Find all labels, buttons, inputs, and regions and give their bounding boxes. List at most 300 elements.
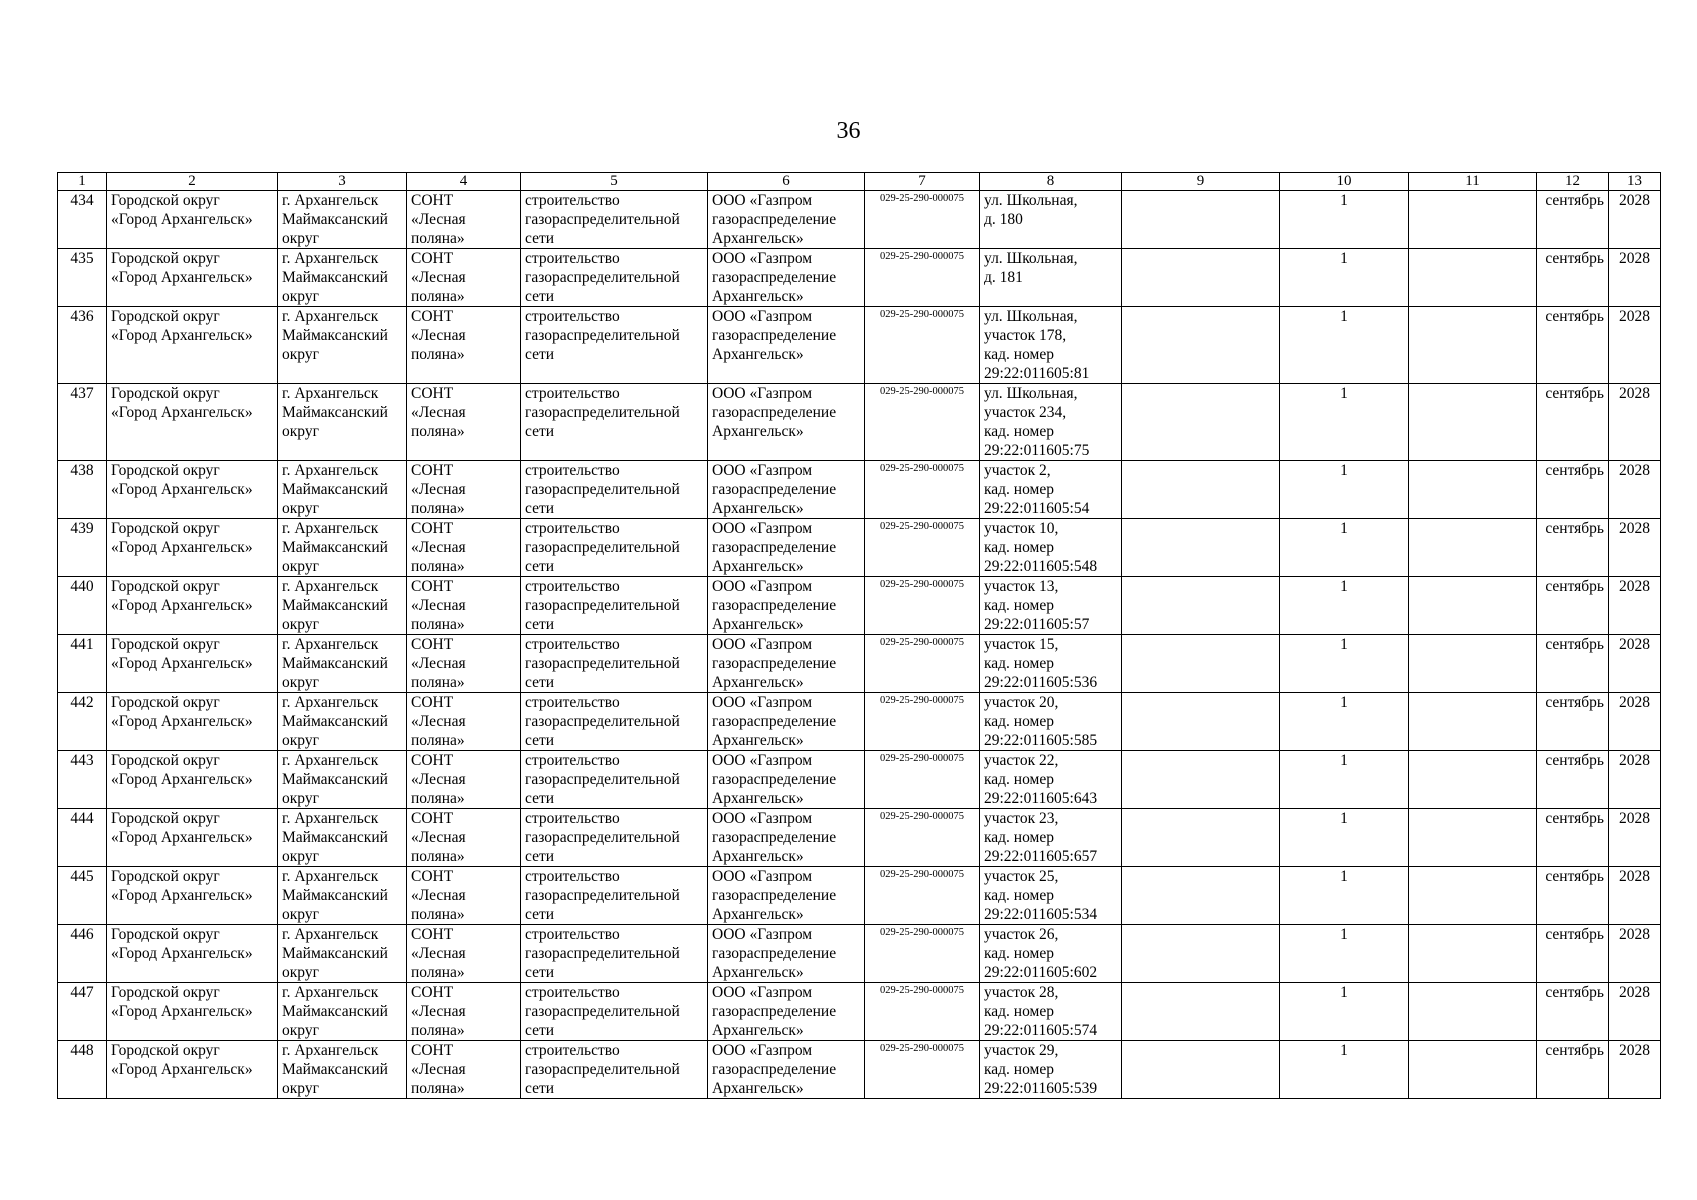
organization-cell xyxy=(708,635,865,693)
district-cell-line: округ xyxy=(282,674,319,691)
quantity-cell: 1 xyxy=(1280,635,1409,693)
district-cell-line: Маймаксанский xyxy=(282,539,388,556)
address-cell-line: участок 28, xyxy=(984,984,1059,1001)
work-type-cell xyxy=(521,249,708,307)
month-cell: сентябрь xyxy=(1537,384,1609,461)
address-cell xyxy=(980,925,1122,983)
work-type-cell-line: газораспределительной xyxy=(525,887,680,904)
column-9-cell xyxy=(1122,867,1280,925)
district-cell-line: г. Архангельск xyxy=(282,385,379,402)
quantity-cell: 1 xyxy=(1280,249,1409,307)
month-cell: сентябрь xyxy=(1537,925,1609,983)
area-cell-line: «Город Архангельск» xyxy=(111,481,253,498)
address-cell xyxy=(980,461,1122,519)
organization-cell-line: газораспределение xyxy=(712,771,837,788)
year-cell: 2028 xyxy=(1609,519,1661,577)
column-11-cell xyxy=(1409,867,1537,925)
snt-cell xyxy=(407,693,521,751)
area-cell xyxy=(107,635,278,693)
snt-cell xyxy=(407,635,521,693)
snt-cell-line: «Лесная xyxy=(411,539,466,556)
column-number-2: 2 xyxy=(107,173,278,191)
registry-code-cell: 029-25-290-000075 xyxy=(865,577,980,635)
organization-cell-line: Архангельск» xyxy=(712,1022,804,1039)
organization-cell xyxy=(708,461,865,519)
district-cell xyxy=(278,249,407,307)
address-cell-line: 29:22:011605:536 xyxy=(984,674,1098,691)
address-cell-line: д. 181 xyxy=(984,269,1023,286)
work-type-cell-line: сети xyxy=(525,732,555,749)
organization-cell-line: ООО «Газпром xyxy=(712,1042,813,1059)
row-number-cell: 441 xyxy=(58,635,107,693)
area-cell xyxy=(107,461,278,519)
snt-cell-line: СОНТ xyxy=(411,984,454,1001)
area-cell-line: «Город Архангельск» xyxy=(111,539,253,556)
address-cell xyxy=(980,191,1122,249)
work-type-cell-line: строительство xyxy=(525,385,620,402)
address-cell-line: участок 234, xyxy=(984,404,1067,421)
organization-cell-line: Архангельск» xyxy=(712,732,804,749)
address-cell xyxy=(980,867,1122,925)
year-cell: 2028 xyxy=(1609,1041,1661,1099)
address-cell-line: ул. Школьная, xyxy=(984,385,1078,402)
year-cell: 2028 xyxy=(1609,809,1661,867)
work-type-cell-line: газораспределительной xyxy=(525,713,680,730)
table-row xyxy=(58,751,1661,809)
snt-cell xyxy=(407,867,521,925)
address-cell-line: участок 15, xyxy=(984,636,1059,653)
organization-cell-line: Архангельск» xyxy=(712,288,804,305)
snt-cell-line: «Лесная xyxy=(411,771,466,788)
organization-cell xyxy=(708,983,865,1041)
area-cell xyxy=(107,867,278,925)
column-number-row xyxy=(58,173,1661,191)
column-11-cell xyxy=(1409,925,1537,983)
organization-cell xyxy=(708,1041,865,1099)
snt-cell-line: поляна» xyxy=(411,500,465,517)
month-cell: сентябрь xyxy=(1537,693,1609,751)
area-cell-line: «Город Архангельск» xyxy=(111,269,253,286)
year-cell: 2028 xyxy=(1609,635,1661,693)
work-type-cell-line: газораспределительной xyxy=(525,404,680,421)
district-cell-line: Маймаксанский xyxy=(282,713,388,730)
column-number-7: 7 xyxy=(865,173,980,191)
quantity-cell: 1 xyxy=(1280,384,1409,461)
work-type-cell-line: строительство xyxy=(525,192,620,209)
district-cell-line: г. Архангельск xyxy=(282,192,379,209)
district-cell-line: г. Архангельск xyxy=(282,636,379,653)
district-cell-line: округ xyxy=(282,1080,319,1097)
address-cell-line: 29:22:011605:643 xyxy=(984,790,1098,807)
row-number-cell: 447 xyxy=(58,983,107,1041)
address-cell-line: участок 23, xyxy=(984,810,1059,827)
snt-cell-line: СОНТ xyxy=(411,926,454,943)
snt-cell-line: поляна» xyxy=(411,964,465,981)
column-9-cell xyxy=(1122,384,1280,461)
organization-cell-line: ООО «Газпром xyxy=(712,192,813,209)
organization-cell-line: газораспределение xyxy=(712,713,837,730)
organization-cell-line: ООО «Газпром xyxy=(712,308,813,325)
area-cell-line: Городской округ xyxy=(111,250,220,267)
district-cell xyxy=(278,519,407,577)
work-type-cell-line: строительство xyxy=(525,250,620,267)
quantity-cell: 1 xyxy=(1280,461,1409,519)
table-row xyxy=(58,307,1661,384)
organization-cell-line: Архангельск» xyxy=(712,423,804,440)
address-cell-line: кад. номер xyxy=(984,771,1054,788)
organization-cell-line: Архангельск» xyxy=(712,500,804,517)
snt-cell-line: «Лесная xyxy=(411,713,466,730)
district-cell-line: Маймаксанский xyxy=(282,945,388,962)
organization-cell-line: ООО «Газпром xyxy=(712,578,813,595)
column-11-cell xyxy=(1409,693,1537,751)
district-cell-line: Маймаксанский xyxy=(282,771,388,788)
district-cell-line: округ xyxy=(282,732,319,749)
row-number-cell: 438 xyxy=(58,461,107,519)
organization-cell-line: Архангельск» xyxy=(712,346,804,363)
district-cell xyxy=(278,983,407,1041)
area-cell xyxy=(107,809,278,867)
quantity-cell: 1 xyxy=(1280,307,1409,384)
quantity-cell: 1 xyxy=(1280,577,1409,635)
area-cell-line: Городской округ xyxy=(111,926,220,943)
address-cell-line: участок 22, xyxy=(984,752,1059,769)
address-cell-line: кад. номер xyxy=(984,1061,1054,1078)
snt-cell-line: поляна» xyxy=(411,1080,465,1097)
table-row xyxy=(58,191,1661,249)
registry-code-cell: 029-25-290-000075 xyxy=(865,191,980,249)
address-cell-line: кад. номер xyxy=(984,945,1054,962)
area-cell xyxy=(107,191,278,249)
quantity-cell: 1 xyxy=(1280,751,1409,809)
district-cell-line: г. Архангельск xyxy=(282,578,379,595)
district-cell-line: Маймаксанский xyxy=(282,1061,388,1078)
address-cell-line: участок 10, xyxy=(984,520,1059,537)
work-type-cell-line: сети xyxy=(525,500,555,517)
row-number-cell: 443 xyxy=(58,751,107,809)
organization-cell-line: газораспределение xyxy=(712,945,837,962)
snt-cell xyxy=(407,983,521,1041)
address-cell-line: кад. номер xyxy=(984,597,1054,614)
organization-cell xyxy=(708,751,865,809)
work-type-cell-line: газораспределительной xyxy=(525,481,680,498)
snt-cell-line: «Лесная xyxy=(411,211,466,228)
snt-cell-line: поляна» xyxy=(411,558,465,575)
table-row xyxy=(58,577,1661,635)
snt-cell-line: «Лесная xyxy=(411,597,466,614)
address-cell xyxy=(980,751,1122,809)
district-cell-line: округ xyxy=(282,346,319,363)
column-9-cell xyxy=(1122,1041,1280,1099)
work-type-cell-line: сети xyxy=(525,790,555,807)
district-cell-line: округ xyxy=(282,230,319,247)
work-type-cell-line: сети xyxy=(525,346,555,363)
column-number-3: 3 xyxy=(278,173,407,191)
registry-code-cell: 029-25-290-000075 xyxy=(865,751,980,809)
area-cell-line: Городской округ xyxy=(111,810,220,827)
snt-cell-line: поляна» xyxy=(411,423,465,440)
district-cell xyxy=(278,693,407,751)
snt-cell xyxy=(407,384,521,461)
address-cell-line: участок 20, xyxy=(984,694,1059,711)
month-cell: сентябрь xyxy=(1537,461,1609,519)
address-cell-line: участок 25, xyxy=(984,868,1059,885)
organization-cell xyxy=(708,519,865,577)
organization-cell xyxy=(708,191,865,249)
page-number: 36 xyxy=(836,118,861,144)
address-cell-line: участок 2, xyxy=(984,462,1051,479)
registry-code-cell: 029-25-290-000075 xyxy=(865,983,980,1041)
address-cell-line: 29:22:011605:539 xyxy=(984,1080,1098,1097)
row-number-cell: 445 xyxy=(58,867,107,925)
table-row xyxy=(58,809,1661,867)
area-cell xyxy=(107,384,278,461)
snt-cell-line: поляна» xyxy=(411,1022,465,1039)
address-cell xyxy=(980,307,1122,384)
organization-cell-line: газораспределение xyxy=(712,269,837,286)
organization-cell-line: Архангельск» xyxy=(712,616,804,633)
address-cell-line: кад. номер xyxy=(984,346,1054,363)
work-type-cell-line: строительство xyxy=(525,462,620,479)
month-cell: сентябрь xyxy=(1537,577,1609,635)
work-type-cell-line: сети xyxy=(525,964,555,981)
area-cell-line: «Город Архангельск» xyxy=(111,829,253,846)
work-type-cell xyxy=(521,751,708,809)
district-cell xyxy=(278,191,407,249)
column-11-cell xyxy=(1409,384,1537,461)
month-cell: сентябрь xyxy=(1537,751,1609,809)
snt-cell xyxy=(407,249,521,307)
work-type-cell-line: газораспределительной xyxy=(525,327,680,344)
snt-cell xyxy=(407,519,521,577)
row-number-cell: 435 xyxy=(58,249,107,307)
table-row xyxy=(58,384,1661,461)
work-type-cell-line: сети xyxy=(525,848,555,865)
snt-cell-line: СОНТ xyxy=(411,462,454,479)
area-cell-line: «Город Архангельск» xyxy=(111,655,253,672)
work-type-cell-line: сети xyxy=(525,674,555,691)
district-cell-line: округ xyxy=(282,288,319,305)
table-row xyxy=(58,867,1661,925)
address-cell-line: кад. номер xyxy=(984,829,1054,846)
work-type-cell-line: сети xyxy=(525,423,555,440)
address-cell-line: кад. номер xyxy=(984,655,1054,672)
organization-cell-line: газораспределение xyxy=(712,539,837,556)
district-cell-line: г. Архангельск xyxy=(282,520,379,537)
organization-cell-line: ООО «Газпром xyxy=(712,868,813,885)
column-11-cell xyxy=(1409,809,1537,867)
snt-cell-line: поляна» xyxy=(411,906,465,923)
column-11-cell xyxy=(1409,191,1537,249)
quantity-cell: 1 xyxy=(1280,1041,1409,1099)
area-cell-line: «Город Архангельск» xyxy=(111,713,253,730)
work-type-cell xyxy=(521,384,708,461)
organization-cell-line: Архангельск» xyxy=(712,848,804,865)
work-type-cell-line: строительство xyxy=(525,984,620,1001)
column-11-cell xyxy=(1409,519,1537,577)
snt-cell-line: СОНТ xyxy=(411,694,454,711)
area-cell-line: «Город Архангельск» xyxy=(111,597,253,614)
address-cell-line: кад. номер xyxy=(984,539,1054,556)
address-cell xyxy=(980,1041,1122,1099)
address-cell-line: д. 180 xyxy=(984,211,1023,228)
column-number-9: 9 xyxy=(1122,173,1280,191)
work-type-cell-line: строительство xyxy=(525,308,620,325)
district-cell-line: Маймаксанский xyxy=(282,404,388,421)
work-type-cell-line: газораспределительной xyxy=(525,829,680,846)
table-row xyxy=(58,249,1661,307)
address-cell xyxy=(980,519,1122,577)
district-cell-line: округ xyxy=(282,558,319,575)
work-type-cell-line: газораспределительной xyxy=(525,1061,680,1078)
area-cell-line: Городской округ xyxy=(111,984,220,1001)
table-row xyxy=(58,1041,1661,1099)
column-number-11: 11 xyxy=(1409,173,1537,191)
column-9-cell xyxy=(1122,577,1280,635)
area-cell-line: Городской округ xyxy=(111,636,220,653)
column-number-12: 12 xyxy=(1537,173,1609,191)
district-cell-line: г. Архангельск xyxy=(282,868,379,885)
work-type-cell xyxy=(521,693,708,751)
area-cell xyxy=(107,249,278,307)
area-cell-line: Городской округ xyxy=(111,385,220,402)
snt-cell-line: поляна» xyxy=(411,732,465,749)
address-cell-line: ул. Школьная, xyxy=(984,250,1078,267)
address-cell-line: 29:22:011605:81 xyxy=(984,365,1090,382)
area-cell-line: Городской округ xyxy=(111,192,220,209)
address-cell-line: 29:22:011605:57 xyxy=(984,616,1090,633)
row-number-cell: 437 xyxy=(58,384,107,461)
snt-cell xyxy=(407,461,521,519)
year-cell: 2028 xyxy=(1609,461,1661,519)
work-type-cell xyxy=(521,191,708,249)
organization-cell-line: ООО «Газпром xyxy=(712,462,813,479)
work-type-cell-line: строительство xyxy=(525,694,620,711)
district-cell xyxy=(278,751,407,809)
quantity-cell: 1 xyxy=(1280,867,1409,925)
snt-cell-line: поляна» xyxy=(411,616,465,633)
quantity-cell: 1 xyxy=(1280,809,1409,867)
district-cell-line: г. Архангельск xyxy=(282,1042,379,1059)
registry-code-cell: 029-25-290-000075 xyxy=(865,1041,980,1099)
organization-cell-line: газораспределение xyxy=(712,1003,837,1020)
registry-code-cell: 029-25-290-000075 xyxy=(865,635,980,693)
organization-cell xyxy=(708,384,865,461)
column-9-cell xyxy=(1122,925,1280,983)
district-cell-line: г. Архангельск xyxy=(282,308,379,325)
area-cell xyxy=(107,307,278,384)
organization-cell-line: газораспределение xyxy=(712,211,837,228)
month-cell: сентябрь xyxy=(1537,249,1609,307)
work-type-cell-line: сети xyxy=(525,1022,555,1039)
organization-cell-line: Архангельск» xyxy=(712,558,804,575)
registry-code-cell: 029-25-290-000075 xyxy=(865,809,980,867)
work-type-cell-line: газораспределительной xyxy=(525,771,680,788)
quantity-cell: 1 xyxy=(1280,519,1409,577)
district-cell xyxy=(278,867,407,925)
work-type-cell-line: газораспределительной xyxy=(525,945,680,962)
row-number-cell: 446 xyxy=(58,925,107,983)
month-cell: сентябрь xyxy=(1537,307,1609,384)
district-cell-line: округ xyxy=(282,423,319,440)
work-type-cell xyxy=(521,925,708,983)
year-cell: 2028 xyxy=(1609,384,1661,461)
address-cell-line: кад. номер xyxy=(984,481,1054,498)
organization-cell-line: Архангельск» xyxy=(712,230,804,247)
year-cell: 2028 xyxy=(1609,191,1661,249)
organization-cell-line: ООО «Газпром xyxy=(712,926,813,943)
district-cell xyxy=(278,461,407,519)
work-type-cell xyxy=(521,307,708,384)
table-row xyxy=(58,635,1661,693)
table-row xyxy=(58,983,1661,1041)
snt-cell-line: «Лесная xyxy=(411,655,466,672)
snt-cell-line: поляна» xyxy=(411,848,465,865)
work-type-cell-line: сети xyxy=(525,906,555,923)
area-cell xyxy=(107,751,278,809)
district-cell-line: г. Архангельск xyxy=(282,250,379,267)
district-cell xyxy=(278,635,407,693)
month-cell: сентябрь xyxy=(1537,1041,1609,1099)
work-type-cell xyxy=(521,461,708,519)
area-cell-line: Городской округ xyxy=(111,462,220,479)
district-cell-line: Маймаксанский xyxy=(282,655,388,672)
year-cell: 2028 xyxy=(1609,307,1661,384)
snt-cell xyxy=(407,577,521,635)
work-type-cell-line: строительство xyxy=(525,926,620,943)
organization-cell xyxy=(708,693,865,751)
register-table xyxy=(57,172,1661,1099)
district-cell-line: округ xyxy=(282,500,319,517)
registry-code-cell: 029-25-290-000075 xyxy=(865,249,980,307)
area-cell-line: «Город Архангельск» xyxy=(111,887,253,904)
column-9-cell xyxy=(1122,461,1280,519)
district-cell-line: г. Архангельск xyxy=(282,984,379,1001)
work-type-cell-line: газораспределительной xyxy=(525,211,680,228)
column-number-10: 10 xyxy=(1280,173,1409,191)
snt-cell-line: «Лесная xyxy=(411,829,466,846)
district-cell-line: Маймаксанский xyxy=(282,1003,388,1020)
district-cell-line: г. Архангельск xyxy=(282,462,379,479)
organization-cell-line: Архангельск» xyxy=(712,674,804,691)
organization-cell-line: газораспределение xyxy=(712,327,837,344)
month-cell: сентябрь xyxy=(1537,809,1609,867)
address-cell-line: 29:22:011605:75 xyxy=(984,442,1090,459)
row-number-cell: 436 xyxy=(58,307,107,384)
address-cell-line: 29:22:011605:602 xyxy=(984,964,1098,981)
snt-cell xyxy=(407,1041,521,1099)
snt-cell-line: СОНТ xyxy=(411,308,454,325)
snt-cell-line: СОНТ xyxy=(411,250,454,267)
organization-cell-line: ООО «Газпром xyxy=(712,250,813,267)
column-number-13: 13 xyxy=(1609,173,1661,191)
area-cell-line: Городской округ xyxy=(111,752,220,769)
snt-cell xyxy=(407,751,521,809)
registry-code-cell: 029-25-290-000075 xyxy=(865,925,980,983)
snt-cell-line: СОНТ xyxy=(411,520,454,537)
snt-cell-line: «Лесная xyxy=(411,481,466,498)
district-cell xyxy=(278,307,407,384)
district-cell xyxy=(278,1041,407,1099)
address-cell-line: участок 178, xyxy=(984,327,1067,344)
work-type-cell xyxy=(521,809,708,867)
registry-code-cell: 029-25-290-000075 xyxy=(865,307,980,384)
column-number-1: 1 xyxy=(58,173,107,191)
snt-cell-line: поляна» xyxy=(411,230,465,247)
quantity-cell: 1 xyxy=(1280,925,1409,983)
district-cell-line: Маймаксанский xyxy=(282,829,388,846)
work-type-cell-line: сети xyxy=(525,1080,555,1097)
